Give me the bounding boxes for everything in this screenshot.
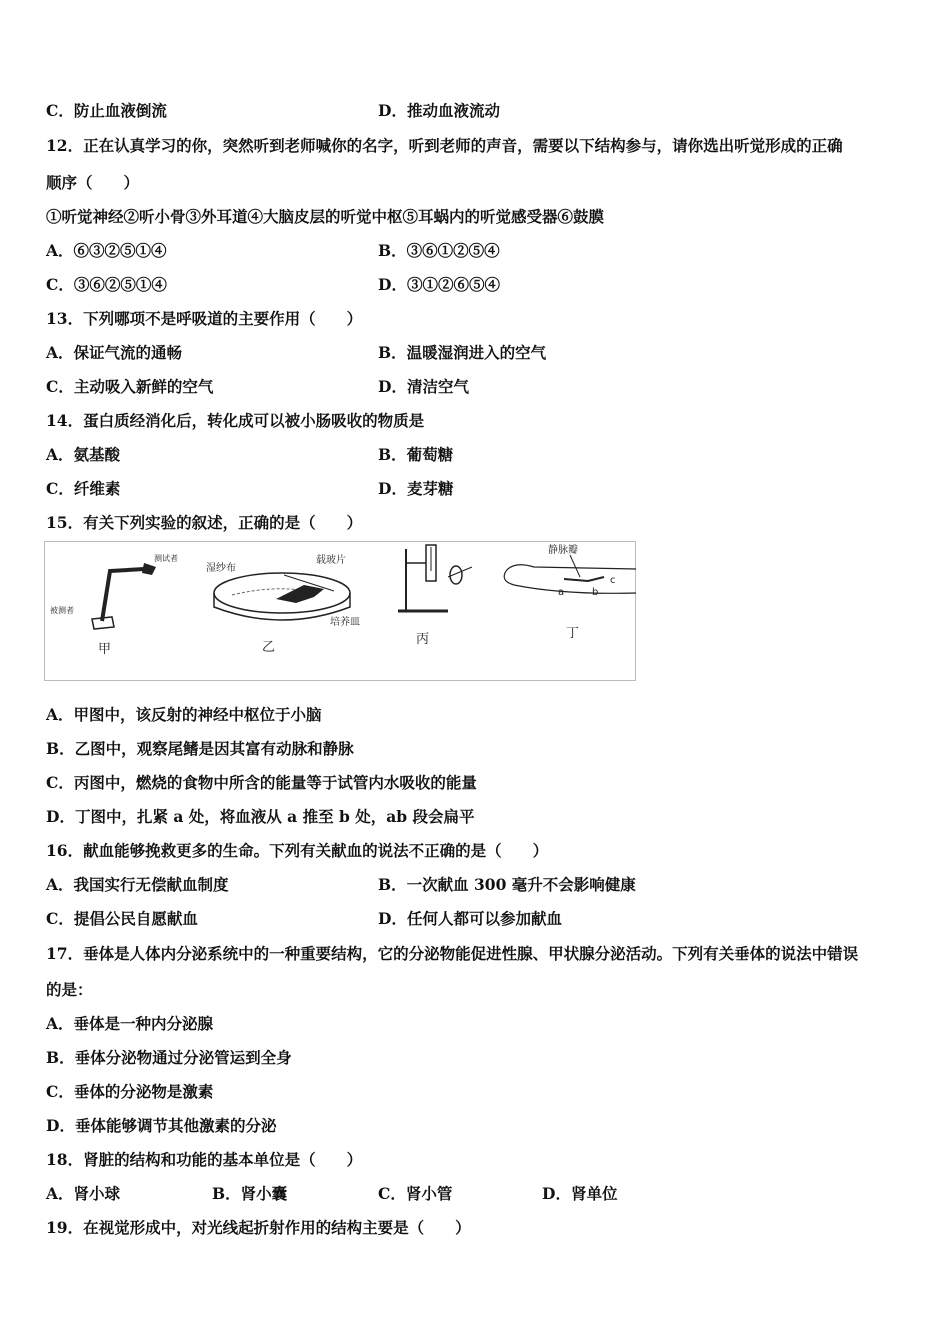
q18-option-b: B．肾小囊	[212, 1184, 288, 1203]
label-vein: 静脉瓣	[548, 545, 578, 556]
q12-option-d: D．③①②⑥⑤④	[378, 275, 500, 294]
label-bing: 丙	[416, 632, 430, 647]
q14-option-d: D．麦芽糖	[378, 479, 454, 498]
q15-option-b: B．乙图中，观察尾鳍是因其富有动脉和静脉	[46, 739, 354, 758]
q15-option-c: C．丙图中，燃烧的食物中所含的能量等于试管内水吸收的能量	[46, 773, 477, 792]
q16-option-a: A．我国实行无偿献血制度	[46, 875, 229, 894]
q17-option-b: B．垂体分泌物通过分泌管运到全身	[46, 1048, 292, 1067]
label-slide: 载玻片	[316, 555, 346, 566]
q15-option-d: D．丁图中，扎紧 a 处，将血液从 a 推至 b 处，ab 段会扁平	[46, 807, 475, 826]
q15-experiment-figure	[44, 541, 636, 681]
label-jia: 甲	[98, 642, 112, 657]
label-tester: 测试者	[154, 554, 178, 563]
q16-option-c: C．提倡公民自愿献血	[46, 909, 198, 928]
label-c: c	[610, 575, 616, 586]
q18-option-c: C．肾小管	[378, 1184, 453, 1203]
q13-stem: 13．下列哪项不是呼吸道的主要作用（ ）	[46, 309, 363, 328]
q12-stem-line2: 顺序（ ）	[46, 173, 140, 192]
q18-option-d: D．肾单位	[542, 1184, 618, 1203]
label-a: a	[558, 587, 565, 598]
q17-option-a: A．垂体是一种内分泌腺	[46, 1014, 214, 1033]
q16-option-d: D．任何人都可以参加献血	[378, 909, 562, 928]
q17-option-d: D．垂体能够调节其他激素的分泌	[46, 1116, 277, 1135]
q14-option-a: A．氨基酸	[46, 445, 121, 464]
q17-option-c: C．垂体的分泌物是激素	[46, 1082, 214, 1101]
q12-option-c: C．③⑥②⑤①④	[46, 275, 167, 294]
q12-option-b: B．③⑥①②⑤④	[378, 241, 500, 260]
q14-option-c: C．纤维素	[46, 479, 121, 498]
q17-stem-line1: 17．垂体是人体内分泌系统中的一种重要结构，它的分泌物能促进性腺、甲状腺分泌活动。下列有关垂体的说法中错误	[46, 944, 859, 963]
q13-option-c: C．主动吸入新鲜的空气	[46, 377, 214, 396]
q15-stem: 15．有关下列实验的叙述，正确的是（ ）	[46, 513, 363, 532]
q18-option-a: A．肾小球	[46, 1184, 121, 1203]
q13-option-b: B．温暖湿润进入的空气	[378, 343, 547, 362]
q11-option-c: C．防止血液倒流	[46, 101, 167, 120]
label-b: b	[592, 587, 599, 598]
label-ding: 丁	[566, 626, 580, 641]
q12-option-a: A．⑥③②⑤①④	[46, 241, 167, 260]
q12-stem-line1: 12．正在认真学习的你，突然听到老师喊你的名字，听到老师的声音，需要以下结构参与，请你选出听觉形成的正确	[46, 136, 843, 155]
label-dish: 培养皿	[330, 617, 360, 628]
q11-option-d: D．推动血液流动	[378, 101, 500, 120]
q14-option-b: B．葡萄糖	[378, 445, 454, 464]
q18-stem: 18．肾脏的结构和功能的基本单位是（ ）	[46, 1150, 363, 1169]
q16-option-b: B．一次献血 300 毫升不会影响健康	[378, 875, 636, 894]
q14-stem: 14．蛋白质经消化后，转化成可以被小肠吸收的物质是	[46, 411, 425, 430]
label-wet-gauze: 湿纱布	[206, 563, 236, 574]
q19-stem: 19．在视觉形成中，对光线起折射作用的结构主要是（ ）	[46, 1218, 471, 1237]
q17-stem-line2: 的是：	[46, 980, 93, 999]
label-yi: 乙	[262, 640, 276, 655]
q13-option-d: D．清洁空气	[378, 377, 469, 396]
q13-option-a: A．保证气流的通畅	[46, 343, 183, 362]
q15-option-a: A．甲图中，该反射的神经中枢位于小脑	[46, 705, 322, 724]
q16-stem: 16．献血能够挽救更多的生命。下列有关献血的说法不正确的是（ ）	[46, 841, 549, 860]
label-subject: 被测者	[50, 606, 74, 615]
q12-items: ①听觉神经②听小骨③外耳道④大脑皮层的听觉中枢⑤耳蜗内的听觉感受器⑥鼓膜	[46, 207, 605, 226]
